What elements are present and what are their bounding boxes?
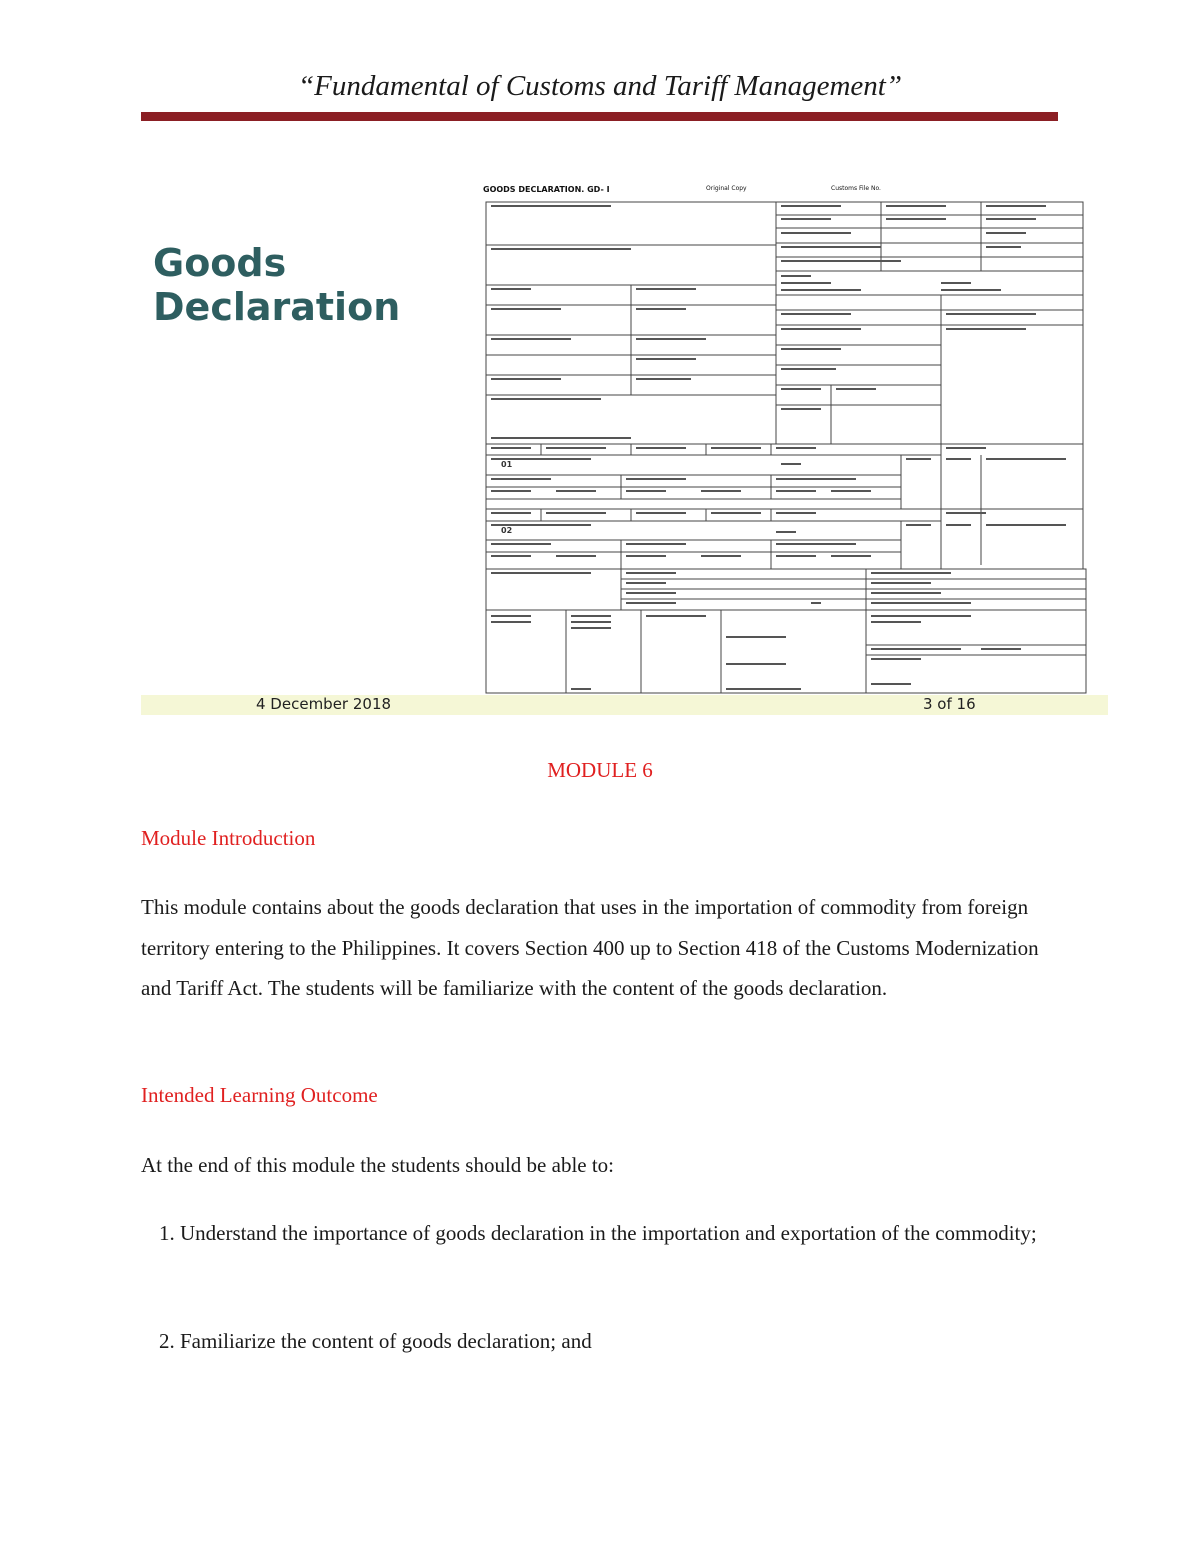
outcome-item-1-number: 1. bbox=[159, 1221, 175, 1245]
form-grid bbox=[481, 185, 1091, 695]
form-item-1-number: 01 bbox=[501, 460, 513, 469]
slide-page-number: 3 of 16 bbox=[923, 695, 976, 713]
slide-footer bbox=[141, 695, 1108, 715]
outcome-item-2 bbox=[141, 1321, 1066, 1362]
module-introduction-heading: Module Introduction bbox=[141, 826, 316, 850]
outcome-item-2-text: Familiarize the content of goods declaration; and bbox=[180, 1329, 592, 1353]
outcome-item-1 bbox=[141, 1213, 1066, 1254]
learning-outcome-heading: Intended Learning Outcome bbox=[141, 1083, 378, 1107]
goods-declaration-slide-image bbox=[141, 175, 1108, 715]
slide-date: 4 December 2018 bbox=[256, 695, 392, 713]
header-rule bbox=[141, 112, 1058, 121]
learning-outcome-lead: At the end of this module the students should be able to: bbox=[141, 1153, 615, 1177]
slide-title-line2: Declaration bbox=[153, 285, 401, 329]
form-copy-label: Original Copy bbox=[706, 185, 747, 192]
slide-title bbox=[153, 241, 400, 329]
module-title: MODULE 6 bbox=[547, 758, 653, 782]
module-introduction-paragraph: This module contains about the goods declaration that uses in the importation of commodity from foreign territory entering to the Philippines. It covers Section 400 up to Section 418 of the Customs Modernization and Tariff Act. The students will be familiarize with the content of the goods declaration. bbox=[141, 895, 1039, 1000]
form-file-no-label: Customs File No. bbox=[831, 185, 881, 192]
goods-declaration-form-image bbox=[481, 185, 1091, 695]
outcome-item-1-text: Understand the importance of goods declaration in the importation and exportation of the commodity; bbox=[180, 1221, 1037, 1245]
slide-title-line1: Goods bbox=[153, 241, 287, 285]
outcome-item-2-number: 2. bbox=[159, 1329, 175, 1353]
form-heading: GOODS DECLARATION. GD- I bbox=[483, 185, 610, 194]
form-item-2-number: 02 bbox=[501, 526, 513, 535]
document-header-title: “Fundamental of Customs and Tariff Management” bbox=[298, 70, 902, 102]
